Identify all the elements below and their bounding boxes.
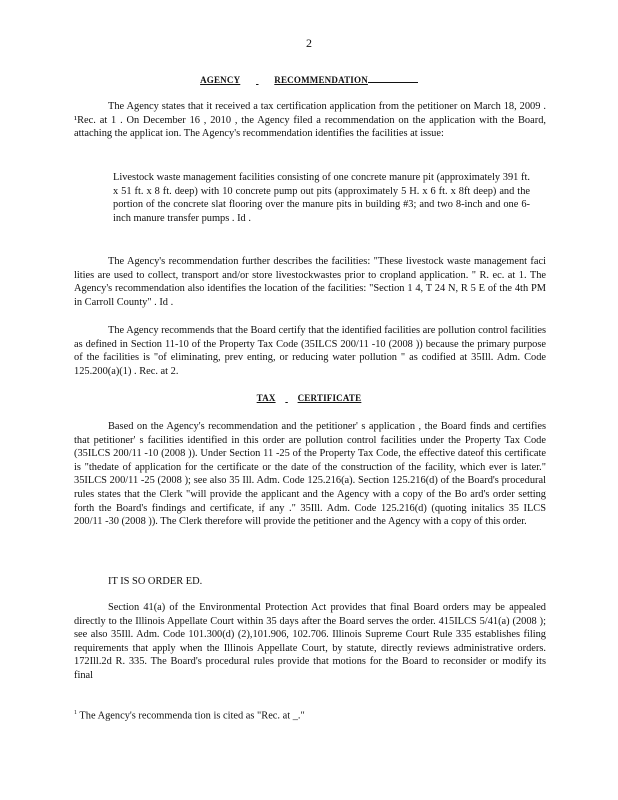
paragraph-2: The Agency's recommendation further describes the facilities: "These livestock waste management faci lities are used to collect, transport and/or store livestockwastes prior to cropland application. " R. ec. at 1. The Agency's recommendation also identifies the location of the facilities: "Section 1 4, T 24 N, R 5 E of the 4th PM in Carroll County" . Id . [74,256,546,308]
paragraph-3: The Agency recommends that the Board certify that the identified facilities are pollution control facilities as defined in Section 11-10 of the Property Tax Code (35ILCS 200/11 -10 (2008 )) because the primary purpose of the facilities is "of eliminating, prev enting, or reducing water pollution " as codified at 35Ill. Adm. Code 125.200(a)(1) . Rec. at 2. [74,325,546,377]
footnote [74,710,305,721]
heading-agency-word: AGENCY [200,75,241,85]
block-quote: Livestock waste management facilities consisting of one concrete manure pit (approximately 391 ft. x 51 ft. x 8 ft. deep) with 10 concrete pump out pits (approximately 5 H. x 6 ft. x 8ft deep) and the portion of the concrete slat flooring over the manure pits in building #3; and two 8-inch and one 6-inch manure transfer pumps . Id . [113,172,530,224]
order-statement: IT IS SO ORDER ED. [108,576,203,587]
footnote-text: The Agency's recommenda tion is cited as "Rec. at _." [79,710,305,722]
heading-tax-certificate [0,393,618,403]
heading-agency-recommendation [0,75,618,85]
heading-recommendation-word: RECOMMENDATION [274,75,368,85]
footnote-marker: 1 [74,710,77,716]
heading-tax-word: TAX [256,393,276,403]
paragraph-5: Section 41(a) of the Environmental Protection Act provides that final Board orders may be appealed directly to the Illinois Appellate Court within 35 days after the Board serves the order. 415ILCS 5/41(a) (2008 ); see also 35Ill. Adm. Code 101.300(d) (2),101.906, 102.706. Illinois Supreme Court Rule 335 establishes filing requirements that apply when the Illinois Appellate Court, by statute, directly reviews administrative orders. 172Ill.2d R. 335. The Board's procedural rules provide that motions for the Board to reconsider or modify its final [74,602,546,681]
paragraph-1: The Agency states that it received a tax certification application from the petitioner on March 18, 2009 . ¹Rec. at 1 . On December 16 , 2010 , the Agency filed a recommendation on the application with the Board, attaching the applicat ion. The Agency's recommendation identifies the facilities at issue: [74,101,546,140]
page-number: 2 [306,36,312,50]
heading-certificate-word: CERTIFICATE [297,393,362,403]
paragraph-4: Based on the Agency's recommendation and the petitioner' s application , the Board finds and certifies that petitioner' s facilities identified in this order are pollution control facilities under the Property Tax Code (35ILCS 200/11 -10 (2008 )). Under Section 11 -25 of the Property Tax Code, the effective dateof this certificate is "thedate of application for the certificate or the date of the construction of the facility, which ever is later." 35ILCS 200/11 -25 (2008 ); see also 35 Ill. Adm. Code 125.216(a). Section 125.216(d) of the Board's procedural rules states that the Clerk "will provide the applicant and the Agency with a copy of the Bo ard's order setting forth the Board's findings and certificate, if any ." 35Ill. Adm. Code 125.216(d) (quoting initalics 35 ILCS 200/11 -30 (2008 )). The Clerk therefore will provide the petitioner and the Agency with a copy of this order. [74,421,546,528]
